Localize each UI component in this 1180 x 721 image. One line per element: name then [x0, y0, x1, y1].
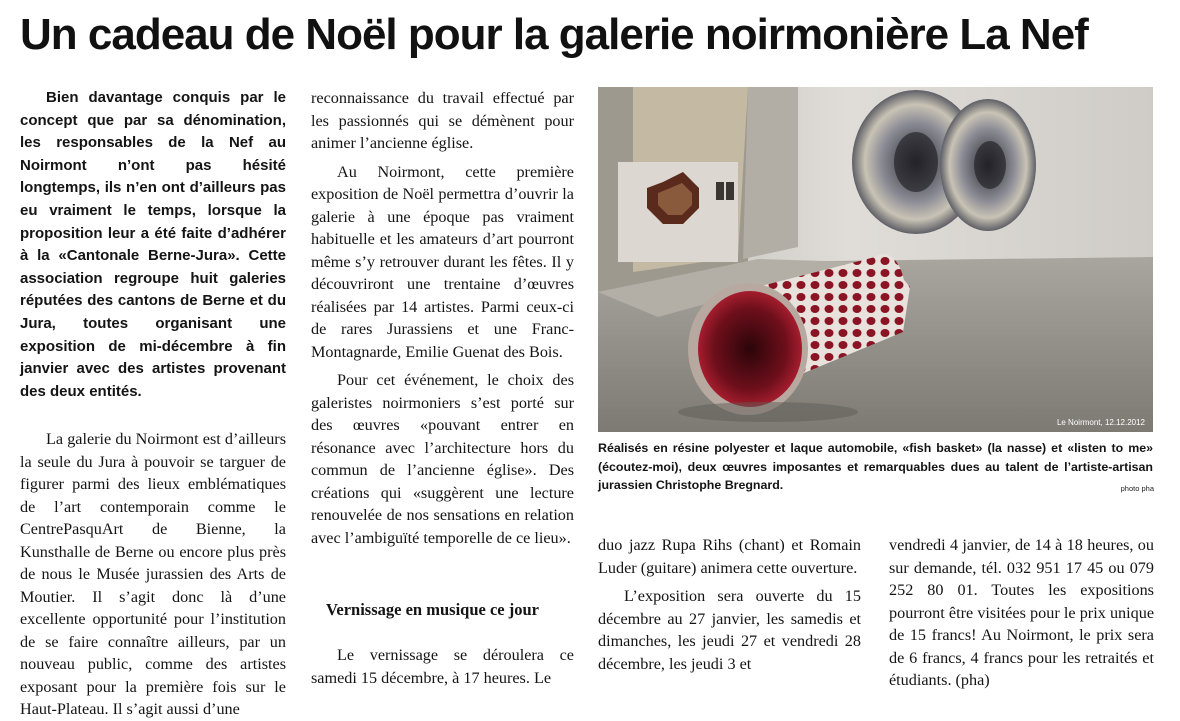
lede-paragraph: Bien davantage conquis par le concept que par sa dénomination, les responsables de la Nef au Noirmont n’ont pas hésité longtemps, ils n’en ont d’ailleurs pas eu vraiment le temps, lorsque la proposition leur a été faite d’adhérer à la «Cantonale Berne-Jura». Cette association regroupe huit galeries réputées des cantons de Berne et du Jura, toutes organisant une exposition de mi-décembre à fin janvier avec des artistes provenant des deux entités. — [20, 89, 286, 400]
body-paragraph: reconnaissance du travail effectué par les passionnés qui se démènent pour animer l’ancienne église. — [311, 89, 574, 152]
body-paragraph: duo jazz Rupa Rihs (chant) et Romain Luder (guitare) animera cette ouverture. — [598, 536, 861, 577]
body-paragraph: La galerie du Noirmont est d’ailleurs la seule du Jura à pouvoir se targuer de figurer parmi des lieux emblématiques de l’art contemporain comme le CentrePasquArt de Bienne, la Kunsthalle de Berne ou encore plus près de nous le Musée jurassien des Arts de Moutier. Il s’agit donc là d’une excellente opportunité pour l’institution de se faire connaître ailleurs, par un nouveau public, comme des artistes exposant pour la première fois sur le Haut-Plateau. Il s’agit aussi d’une — [20, 430, 286, 719]
photo-date-stamp: Le Noirmont, 12.12.2012 — [1056, 418, 1145, 427]
column-4 — [889, 534, 1154, 692]
body-paragraph: vendredi 4 janvier, de 14 à 18 heures, ou sur demande, tél. 032 951 17 45 ou 079 252 80 01. Toutes les expositions pourront être visitées pour le prix unique de 15 francs! Au Noirmont, le prix sera de 6 francs, 4 francs pour les retraités et étudiants. (pha) — [889, 536, 1154, 689]
gallery-photo-illustration — [598, 87, 1153, 432]
subheading: Vernissage en musique ce jour — [326, 600, 539, 619]
photo-credit: photo pha — [1120, 484, 1154, 493]
column-1 — [20, 87, 286, 721]
column-2 — [311, 87, 574, 549]
body-paragraph: Pour cet événement, le choix des galeristes noirmoniers s’est porté sur des œuvres «pouvant entrer en résonance avec l’architecture hors du commun de l’ancienne église». Des créations qui «suggèrent une lecture renouvelée de nos sensations en relation avec l’ambiguïté temporelle de ce lieu». — [311, 371, 574, 547]
headline: Un cadeau de Noël pour la galerie noirmonière La Nef — [20, 10, 1088, 59]
column-3 — [598, 534, 861, 675]
body-paragraph: Le vernissage se déroulera ce samedi 15 décembre, à 17 heures. Le — [311, 646, 574, 687]
body-paragraph: Au Noirmont, cette première exposition de Noël permettra d’ouvrir la galerie à une époque pas vraiment habituelle et les amateurs d’art pourront même s’y retrouver durant les fêtes. Il y découvriront une trentaine d’œuvres réalisées par 14 artistes. Parmi ceux-ci de rares Jurassiens et une Franc-Montagnarde, Emilie Guenat des Bois. — [311, 162, 574, 361]
photo-caption: Réalisés en résine polyester et laque automobile, «fish basket» (la nasse) et «listen to me» (écoutez-moi), deux œuvres imposantes et remarquables dues au talent de l’artiste-artisan jurassien Christophe Bregnard. — [598, 441, 1153, 492]
body-paragraph: L’exposition sera ouverte du 15 décembre au 27 janvier, les samedis et dimanches, les jeudi 27 et vendredi 28 décembre, les jeudi 3 et — [598, 587, 861, 673]
column-2-continued — [311, 644, 574, 689]
gallery-photo — [598, 87, 1153, 432]
